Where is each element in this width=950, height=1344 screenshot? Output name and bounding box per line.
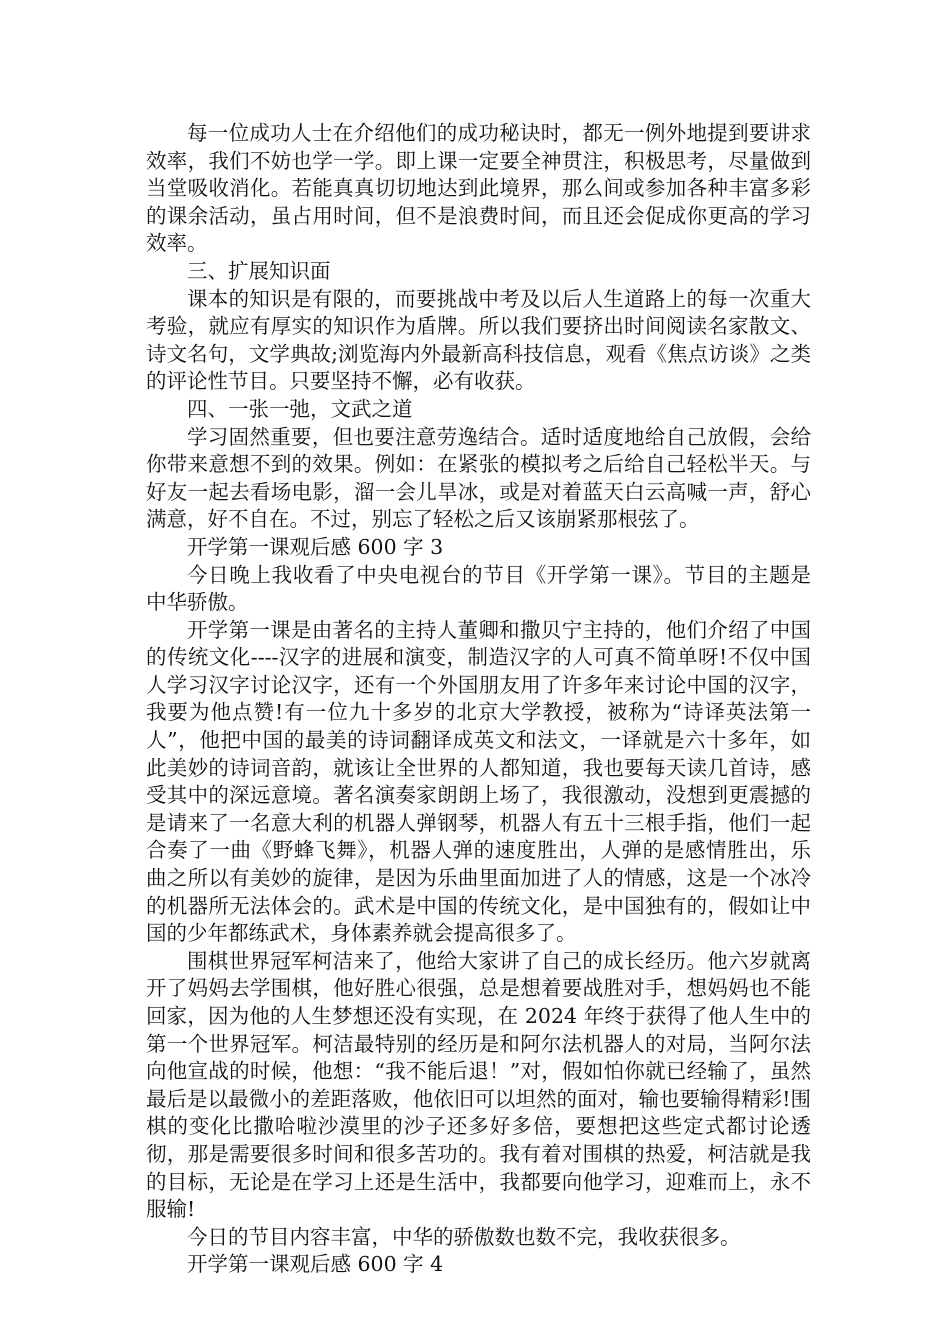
- paragraph-conclusion: 今日的节目内容丰富，中华的骄傲数也数不完，我收获很多。: [187, 1224, 741, 1249]
- paragraph-go-champion: 围棋世界冠军柯洁来了，他给大家讲了自己的成长经历。他六岁就离开了妈妈去学围棋，他好胜心很强，总是想着要战胜对手，想妈妈也不能回家，因为他的人生梦想还没有实现，在 2024 年终于获得了他人生中的第一个世界冠军。柯洁最特别的经历是和阿尔法机器人的对局，当阿尔法向他宣战的时候，他想：“我不能后退！”对，假如怕你就已经输了，虽然最后是以最微小的差距落败，他依旧可以坦然的面对，输也要输得精彩!围棋的变化比撒哈啦沙漠里的沙子还多好多倍，要想把这些定式都讨论透彻，那是需要很多时间和很多苦功的。我有着对围棋的热爱，柯洁就是我的目标，无论是在学习上还是生活中，我都要向他学习，迎难而上，永不服输!: [146, 948, 811, 1222]
- essay-title-3: 开学第一课观后感 600 字 3: [187, 534, 444, 559]
- paragraph-culture: 开学第一课是由著名的主持人董卿和撒贝宁主持的，他们介绍了中国的传统文化----汉字的进展和演变，制造汉字的人可真不简单呀!不仅中国人学习汉字讨论汉字，还有一个外国朋友用了许多年来讨论中国的汉字，我要为他点赞!有一位九十多岁的北京大学教授，被称为“诗译英法第一人”，他把中国的最美的诗词翻译成英文和法文，一译就是六十多年，如此美妙的诗词音韵，就该让全世界的人都知道，我也要每天读几首诗，感受其中的深远意境。著名演奏家朗朗上场了，我很激动，没想到更震撼的是请来了一名意大利的机器人弹钢琴，机器人有五十三根手指，他们一起合奏了一曲《野蜂飞舞》，机器人弹的速度胜出，人弹的是感情胜出，乐曲之所以有美妙的旋律，是因为乐曲里面加进了人的情感，这是一个冰冷的机器所无法体会的。武术是中国的传统文化，是中国独有的，假如让中国的少年都练武术，身体素养就会提高很多了。: [146, 617, 811, 946]
- paragraph-rest: 学习固然重要，但也要注意劳逸结合。适时适度地给自己放假，会给你带来意想不到的效果。例如：在紧张的模拟考之后给自己轻松半天。与好友一起去看场电影，溜一会儿旱冰，或是对着蓝天白云高喊一声，舒心满意，好不自在。不过，别忘了轻松之后又该崩紧那根弦了。: [146, 424, 811, 532]
- document-body: [146, 120, 811, 1279]
- essay-title-4: 开学第一课观后感 600 字 4: [187, 1252, 444, 1277]
- section-heading-expand-knowledge: 三、扩展知识面: [187, 258, 331, 283]
- paragraph-efficiency: 每一位成功人士在介绍他们的成功秘诀时，都无一例外地提到要讲求效率，我们不妨也学一学。即上课一定要全神贯注，积极思考，尽量做到当堂吸收消化。若能真真切切地达到此境界，那么间或参加各种丰富多彩的课余活动，虽占用时间，但不是浪费时间，而且还会促成你更高的学习效率。: [146, 121, 811, 256]
- paragraph-knowledge: 课本的知识是有限的，而要挑战中考及以后人生道路上的每一次重大考验，就应有厚实的知识作为盾牌。所以我们要挤出时间阅读名家散文、诗文名句，文学典故;浏览海内外最新高科技信息，观看《焦点访谈》之类的评论性节目。只要坚持不懈，必有收获。: [146, 286, 811, 394]
- section-heading-balance: 四、一张一弛，文武之道: [187, 396, 413, 421]
- paragraph-intro: 今日晚上我收看了中央电视台的节目《开学第一课》。节目的主题是中华骄傲。: [146, 562, 811, 615]
